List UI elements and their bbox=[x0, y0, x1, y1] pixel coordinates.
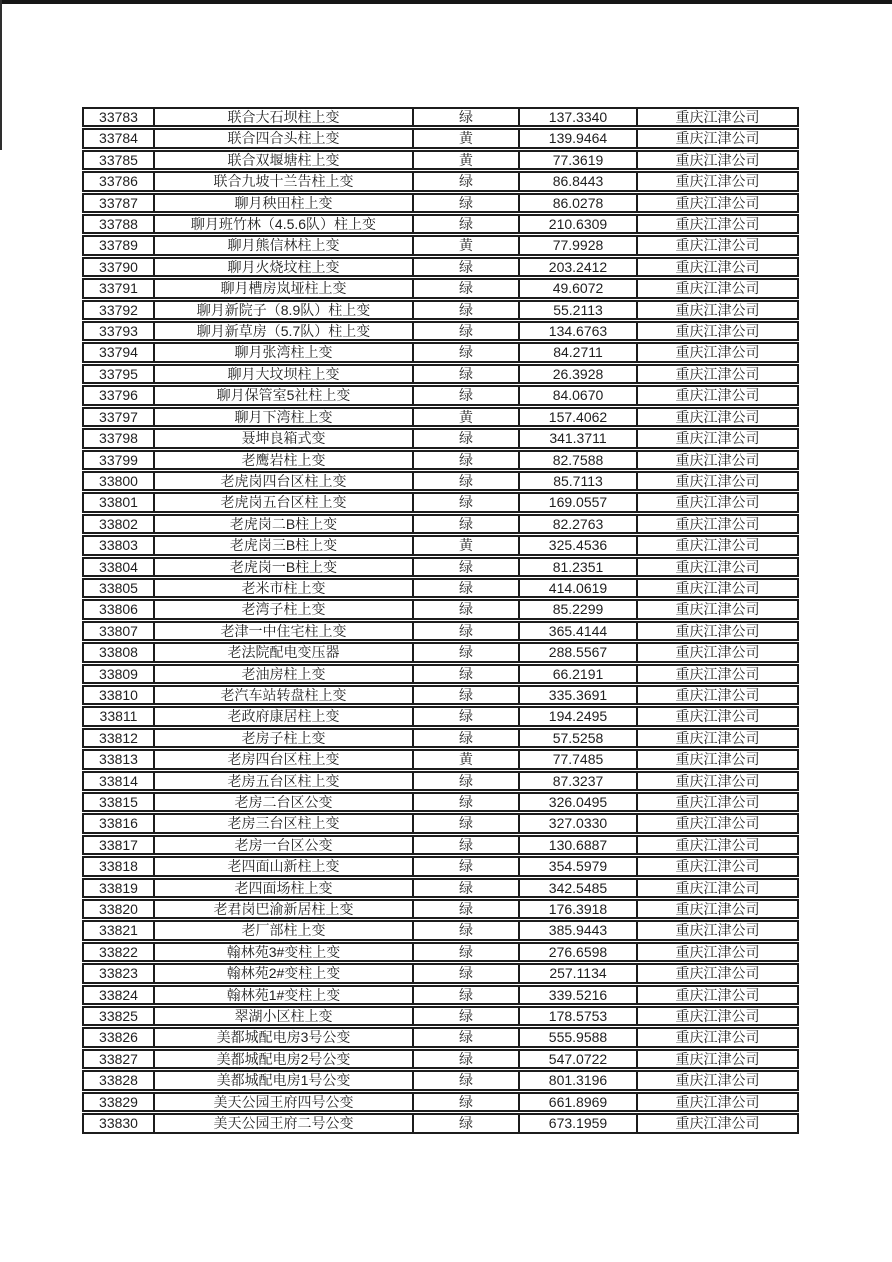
cell-load-value: 84.0670 bbox=[520, 385, 638, 405]
cell-name: 联合双堰塘柱上变 bbox=[155, 150, 414, 170]
cell-load-value: 176.3918 bbox=[520, 899, 638, 919]
cell-load-value: 178.5753 bbox=[520, 1006, 638, 1026]
cell-company: 重庆江津公司 bbox=[638, 599, 799, 619]
cell-company: 重庆江津公司 bbox=[638, 728, 799, 748]
cell-id: 33803 bbox=[82, 535, 155, 555]
cell-status: 绿 bbox=[414, 985, 520, 1005]
cell-status: 绿 bbox=[414, 813, 520, 833]
cell-id: 33811 bbox=[82, 706, 155, 726]
cell-company: 重庆江津公司 bbox=[638, 578, 799, 598]
cell-company: 重庆江津公司 bbox=[638, 1049, 799, 1069]
cell-name: 聊月秧田柱上变 bbox=[155, 193, 414, 213]
cell-status: 绿 bbox=[414, 792, 520, 812]
cell-id: 33815 bbox=[82, 792, 155, 812]
cell-company: 重庆江津公司 bbox=[638, 899, 799, 919]
cell-load-value: 82.7588 bbox=[520, 450, 638, 470]
cell-id: 33825 bbox=[82, 1006, 155, 1026]
cell-status: 绿 bbox=[414, 685, 520, 705]
cell-name: 老鹰岩柱上变 bbox=[155, 450, 414, 470]
cell-status: 绿 bbox=[414, 300, 520, 320]
cell-load-value: 194.2495 bbox=[520, 706, 638, 726]
cell-load-value: 335.3691 bbox=[520, 685, 638, 705]
table-row bbox=[82, 899, 799, 919]
cell-company: 重庆江津公司 bbox=[638, 985, 799, 1005]
cell-id: 33807 bbox=[82, 621, 155, 641]
cell-id: 33808 bbox=[82, 642, 155, 662]
cell-name: 老四面场柱上变 bbox=[155, 878, 414, 898]
cell-status: 绿 bbox=[414, 364, 520, 384]
cell-load-value: 157.4062 bbox=[520, 407, 638, 427]
cell-company: 重庆江津公司 bbox=[638, 407, 799, 427]
cell-status: 绿 bbox=[414, 771, 520, 791]
cell-load-value: 169.0557 bbox=[520, 492, 638, 512]
cell-load-value: 385.9443 bbox=[520, 920, 638, 940]
table-row bbox=[82, 685, 799, 705]
cell-name: 聊月火烧坟柱上变 bbox=[155, 257, 414, 277]
cell-load-value: 55.2113 bbox=[520, 300, 638, 320]
cell-company: 重庆江津公司 bbox=[638, 107, 799, 127]
cell-name: 老四面山新柱上变 bbox=[155, 856, 414, 876]
table-row bbox=[82, 664, 799, 684]
scan-left-edge-mark bbox=[0, 0, 2, 150]
cell-name: 老虎岗四台区柱上变 bbox=[155, 471, 414, 491]
cell-name: 聊月下湾柱上变 bbox=[155, 407, 414, 427]
cell-load-value: 57.5258 bbox=[520, 728, 638, 748]
cell-load-value: 77.7485 bbox=[520, 749, 638, 769]
cell-id: 33789 bbox=[82, 235, 155, 255]
cell-status: 绿 bbox=[414, 557, 520, 577]
cell-status: 绿 bbox=[414, 621, 520, 641]
cell-load-value: 85.7113 bbox=[520, 471, 638, 491]
cell-status: 绿 bbox=[414, 578, 520, 598]
table-row bbox=[82, 214, 799, 234]
table-row bbox=[82, 920, 799, 940]
cell-status: 黄 bbox=[414, 150, 520, 170]
cell-name: 老房四台区柱上变 bbox=[155, 749, 414, 769]
cell-company: 重庆江津公司 bbox=[638, 685, 799, 705]
cell-name: 聊月新草房（5.7队）柱上变 bbox=[155, 321, 414, 341]
cell-company: 重庆江津公司 bbox=[638, 664, 799, 684]
cell-status: 绿 bbox=[414, 214, 520, 234]
table-row bbox=[82, 235, 799, 255]
cell-load-value: 134.6763 bbox=[520, 321, 638, 341]
cell-load-value: 77.3619 bbox=[520, 150, 638, 170]
cell-load-value: 86.0278 bbox=[520, 193, 638, 213]
cell-company: 重庆江津公司 bbox=[638, 942, 799, 962]
cell-name: 聊月槽房岚垭柱上变 bbox=[155, 278, 414, 298]
cell-company: 重庆江津公司 bbox=[638, 514, 799, 534]
cell-id: 33819 bbox=[82, 878, 155, 898]
table-row bbox=[82, 1070, 799, 1090]
cell-company: 重庆江津公司 bbox=[638, 214, 799, 234]
cell-company: 重庆江津公司 bbox=[638, 300, 799, 320]
cell-status: 绿 bbox=[414, 1113, 520, 1133]
cell-status: 黄 bbox=[414, 535, 520, 555]
cell-company: 重庆江津公司 bbox=[638, 1006, 799, 1026]
cell-load-value: 327.0330 bbox=[520, 813, 638, 833]
cell-name: 聂坤良箱式变 bbox=[155, 428, 414, 448]
cell-load-value: 84.2711 bbox=[520, 342, 638, 362]
table-row bbox=[82, 578, 799, 598]
cell-company: 重庆江津公司 bbox=[638, 128, 799, 148]
cell-load-value: 137.3340 bbox=[520, 107, 638, 127]
cell-load-value: 547.0722 bbox=[520, 1049, 638, 1069]
cell-load-value: 26.3928 bbox=[520, 364, 638, 384]
cell-name: 老虎岗五台区柱上变 bbox=[155, 492, 414, 512]
cell-status: 绿 bbox=[414, 342, 520, 362]
cell-status: 绿 bbox=[414, 1049, 520, 1069]
cell-id: 33830 bbox=[82, 1113, 155, 1133]
cell-id: 33814 bbox=[82, 771, 155, 791]
cell-company: 重庆江津公司 bbox=[638, 471, 799, 491]
cell-name: 老虎岗三B柱上变 bbox=[155, 535, 414, 555]
cell-status: 黄 bbox=[414, 128, 520, 148]
cell-status: 绿 bbox=[414, 1027, 520, 1047]
table-row bbox=[82, 450, 799, 470]
cell-load-value: 257.1134 bbox=[520, 963, 638, 983]
table-row bbox=[82, 985, 799, 1005]
table-row bbox=[82, 706, 799, 726]
cell-id: 33816 bbox=[82, 813, 155, 833]
cell-name: 老虎岗二B柱上变 bbox=[155, 514, 414, 534]
cell-name: 聊月大坟坝柱上变 bbox=[155, 364, 414, 384]
cell-id: 33813 bbox=[82, 749, 155, 769]
table-row bbox=[82, 642, 799, 662]
cell-load-value: 288.5567 bbox=[520, 642, 638, 662]
cell-id: 33809 bbox=[82, 664, 155, 684]
cell-id: 33800 bbox=[82, 471, 155, 491]
cell-company: 重庆江津公司 bbox=[638, 963, 799, 983]
cell-name: 翰林苑3#变柱上变 bbox=[155, 942, 414, 962]
cell-id: 33812 bbox=[82, 728, 155, 748]
cell-id: 33793 bbox=[82, 321, 155, 341]
cell-id: 33799 bbox=[82, 450, 155, 470]
cell-id: 33791 bbox=[82, 278, 155, 298]
cell-status: 绿 bbox=[414, 492, 520, 512]
cell-status: 绿 bbox=[414, 599, 520, 619]
cell-id: 33801 bbox=[82, 492, 155, 512]
cell-company: 重庆江津公司 bbox=[638, 1113, 799, 1133]
cell-name: 聊月熊信林柱上变 bbox=[155, 235, 414, 255]
cell-name: 美都城配电房2号公变 bbox=[155, 1049, 414, 1069]
table-row bbox=[82, 364, 799, 384]
cell-name: 老君岗巴渝新居柱上变 bbox=[155, 899, 414, 919]
cell-status: 绿 bbox=[414, 514, 520, 534]
cell-status: 绿 bbox=[414, 193, 520, 213]
table-row bbox=[82, 599, 799, 619]
cell-id: 33804 bbox=[82, 557, 155, 577]
table-row bbox=[82, 150, 799, 170]
cell-company: 重庆江津公司 bbox=[638, 1027, 799, 1047]
cell-id: 33818 bbox=[82, 856, 155, 876]
cell-load-value: 86.8443 bbox=[520, 171, 638, 191]
cell-load-value: 801.3196 bbox=[520, 1070, 638, 1090]
cell-load-value: 77.9928 bbox=[520, 235, 638, 255]
table-row bbox=[82, 1006, 799, 1026]
table-row bbox=[82, 1113, 799, 1133]
table-row bbox=[82, 792, 799, 812]
cell-id: 33827 bbox=[82, 1049, 155, 1069]
cell-status: 绿 bbox=[414, 920, 520, 940]
cell-name: 老房一台区公变 bbox=[155, 835, 414, 855]
cell-company: 重庆江津公司 bbox=[638, 321, 799, 341]
cell-id: 33828 bbox=[82, 1070, 155, 1090]
cell-company: 重庆江津公司 bbox=[638, 450, 799, 470]
table-row bbox=[82, 1027, 799, 1047]
cell-name: 聊月班竹林（4.5.6队）柱上变 bbox=[155, 214, 414, 234]
table-row bbox=[82, 728, 799, 748]
cell-id: 33795 bbox=[82, 364, 155, 384]
cell-status: 绿 bbox=[414, 856, 520, 876]
cell-name: 美都城配电房3号公变 bbox=[155, 1027, 414, 1047]
cell-load-value: 673.1959 bbox=[520, 1113, 638, 1133]
cell-id: 33798 bbox=[82, 428, 155, 448]
table-row bbox=[82, 1092, 799, 1112]
cell-name: 老米市柱上变 bbox=[155, 578, 414, 598]
cell-company: 重庆江津公司 bbox=[638, 1070, 799, 1090]
cell-name: 聊月新院子（8.9队）柱上变 bbox=[155, 300, 414, 320]
cell-company: 重庆江津公司 bbox=[638, 557, 799, 577]
cell-status: 绿 bbox=[414, 1070, 520, 1090]
cell-load-value: 49.6072 bbox=[520, 278, 638, 298]
cell-company: 重庆江津公司 bbox=[638, 171, 799, 191]
cell-company: 重庆江津公司 bbox=[638, 492, 799, 512]
cell-company: 重庆江津公司 bbox=[638, 1092, 799, 1112]
cell-load-value: 661.8969 bbox=[520, 1092, 638, 1112]
cell-name: 联合大石坝柱上变 bbox=[155, 107, 414, 127]
cell-load-value: 81.2351 bbox=[520, 557, 638, 577]
cell-status: 绿 bbox=[414, 1092, 520, 1112]
table-row bbox=[82, 278, 799, 298]
cell-status: 绿 bbox=[414, 899, 520, 919]
table-row bbox=[82, 963, 799, 983]
table-row bbox=[82, 385, 799, 405]
table-row bbox=[82, 171, 799, 191]
table-row bbox=[82, 300, 799, 320]
cell-name: 聊月保管室5社柱上变 bbox=[155, 385, 414, 405]
cell-status: 绿 bbox=[414, 835, 520, 855]
cell-id: 33786 bbox=[82, 171, 155, 191]
cell-status: 绿 bbox=[414, 107, 520, 127]
cell-status: 绿 bbox=[414, 642, 520, 662]
table-row bbox=[82, 471, 799, 491]
cell-id: 33802 bbox=[82, 514, 155, 534]
cell-load-value: 85.2299 bbox=[520, 599, 638, 619]
cell-name: 老湾子柱上变 bbox=[155, 599, 414, 619]
cell-id: 33817 bbox=[82, 835, 155, 855]
cell-load-value: 354.5979 bbox=[520, 856, 638, 876]
cell-status: 绿 bbox=[414, 728, 520, 748]
cell-id: 33785 bbox=[82, 150, 155, 170]
cell-status: 黄 bbox=[414, 235, 520, 255]
cell-load-value: 139.9464 bbox=[520, 128, 638, 148]
cell-company: 重庆江津公司 bbox=[638, 385, 799, 405]
table-row bbox=[82, 193, 799, 213]
table-row bbox=[82, 557, 799, 577]
cell-name: 翰林苑1#变柱上变 bbox=[155, 985, 414, 1005]
cell-load-value: 326.0495 bbox=[520, 792, 638, 812]
cell-status: 绿 bbox=[414, 963, 520, 983]
cell-load-value: 82.2763 bbox=[520, 514, 638, 534]
cell-company: 重庆江津公司 bbox=[638, 706, 799, 726]
cell-name: 老津一中住宅柱上变 bbox=[155, 621, 414, 641]
cell-name: 联合四合头柱上变 bbox=[155, 128, 414, 148]
cell-id: 33806 bbox=[82, 599, 155, 619]
cell-status: 绿 bbox=[414, 450, 520, 470]
cell-load-value: 342.5485 bbox=[520, 878, 638, 898]
cell-name: 联合九坡十兰告柱上变 bbox=[155, 171, 414, 191]
cell-status: 绿 bbox=[414, 942, 520, 962]
cell-load-value: 555.9588 bbox=[520, 1027, 638, 1047]
cell-company: 重庆江津公司 bbox=[638, 257, 799, 277]
cell-company: 重庆江津公司 bbox=[638, 535, 799, 555]
cell-load-value: 414.0619 bbox=[520, 578, 638, 598]
cell-id: 33824 bbox=[82, 985, 155, 1005]
cell-load-value: 341.3711 bbox=[520, 428, 638, 448]
cell-company: 重庆江津公司 bbox=[638, 428, 799, 448]
cell-load-value: 365.4144 bbox=[520, 621, 638, 641]
cell-company: 重庆江津公司 bbox=[638, 642, 799, 662]
cell-company: 重庆江津公司 bbox=[638, 878, 799, 898]
cell-id: 33810 bbox=[82, 685, 155, 705]
table-row bbox=[82, 835, 799, 855]
cell-name: 老厂部柱上变 bbox=[155, 920, 414, 940]
cell-name: 聊月张湾柱上变 bbox=[155, 342, 414, 362]
table-row bbox=[82, 942, 799, 962]
cell-name: 老油房柱上变 bbox=[155, 664, 414, 684]
cell-id: 33820 bbox=[82, 899, 155, 919]
cell-id: 33783 bbox=[82, 107, 155, 127]
cell-id: 33821 bbox=[82, 920, 155, 940]
table-row bbox=[82, 621, 799, 641]
cell-load-value: 339.5216 bbox=[520, 985, 638, 1005]
cell-status: 绿 bbox=[414, 471, 520, 491]
table-row bbox=[82, 257, 799, 277]
cell-status: 绿 bbox=[414, 171, 520, 191]
cell-name: 老房二台区公变 bbox=[155, 792, 414, 812]
cell-id: 33790 bbox=[82, 257, 155, 277]
transformer-table-body bbox=[82, 107, 799, 1134]
cell-name: 老汽车站转盘柱上变 bbox=[155, 685, 414, 705]
cell-status: 绿 bbox=[414, 385, 520, 405]
cell-id: 33826 bbox=[82, 1027, 155, 1047]
cell-company: 重庆江津公司 bbox=[638, 771, 799, 791]
cell-name: 老法院配电变压器 bbox=[155, 642, 414, 662]
table-row bbox=[82, 771, 799, 791]
cell-name: 美天公园王府二号公变 bbox=[155, 1113, 414, 1133]
cell-company: 重庆江津公司 bbox=[638, 278, 799, 298]
cell-id: 33788 bbox=[82, 214, 155, 234]
cell-name: 翠湖小区柱上变 bbox=[155, 1006, 414, 1026]
table-row bbox=[82, 428, 799, 448]
cell-company: 重庆江津公司 bbox=[638, 856, 799, 876]
cell-company: 重庆江津公司 bbox=[638, 150, 799, 170]
cell-id: 33796 bbox=[82, 385, 155, 405]
cell-status: 绿 bbox=[414, 278, 520, 298]
cell-id: 33823 bbox=[82, 963, 155, 983]
transformer-table bbox=[82, 106, 799, 1135]
cell-status: 绿 bbox=[414, 257, 520, 277]
cell-load-value: 203.2412 bbox=[520, 257, 638, 277]
cell-status: 绿 bbox=[414, 321, 520, 341]
cell-status: 绿 bbox=[414, 706, 520, 726]
cell-name: 老政府康居柱上变 bbox=[155, 706, 414, 726]
scan-top-bar bbox=[0, 0, 892, 4]
cell-id: 33787 bbox=[82, 193, 155, 213]
cell-load-value: 87.3237 bbox=[520, 771, 638, 791]
cell-load-value: 210.6309 bbox=[520, 214, 638, 234]
cell-id: 33797 bbox=[82, 407, 155, 427]
cell-status: 绿 bbox=[414, 428, 520, 448]
cell-company: 重庆江津公司 bbox=[638, 813, 799, 833]
table-row bbox=[82, 856, 799, 876]
table-row bbox=[82, 878, 799, 898]
table-row bbox=[82, 1049, 799, 1069]
cell-status: 绿 bbox=[414, 878, 520, 898]
cell-company: 重庆江津公司 bbox=[638, 342, 799, 362]
table-row bbox=[82, 535, 799, 555]
cell-name: 老房五台区柱上变 bbox=[155, 771, 414, 791]
cell-company: 重庆江津公司 bbox=[638, 621, 799, 641]
cell-id: 33829 bbox=[82, 1092, 155, 1112]
cell-status: 绿 bbox=[414, 1006, 520, 1026]
cell-company: 重庆江津公司 bbox=[638, 920, 799, 940]
cell-company: 重庆江津公司 bbox=[638, 364, 799, 384]
cell-company: 重庆江津公司 bbox=[638, 749, 799, 769]
cell-status: 黄 bbox=[414, 407, 520, 427]
cell-company: 重庆江津公司 bbox=[638, 193, 799, 213]
table-row bbox=[82, 492, 799, 512]
cell-id: 33805 bbox=[82, 578, 155, 598]
cell-status: 绿 bbox=[414, 664, 520, 684]
cell-load-value: 130.6887 bbox=[520, 835, 638, 855]
cell-name: 美天公园王府四号公变 bbox=[155, 1092, 414, 1112]
cell-name: 翰林苑2#变柱上变 bbox=[155, 963, 414, 983]
table-row bbox=[82, 514, 799, 534]
cell-status: 黄 bbox=[414, 749, 520, 769]
table-row bbox=[82, 107, 799, 127]
table-row bbox=[82, 128, 799, 148]
table-row bbox=[82, 321, 799, 341]
cell-name: 老房子柱上变 bbox=[155, 728, 414, 748]
cell-load-value: 66.2191 bbox=[520, 664, 638, 684]
cell-name: 老房三台区柱上变 bbox=[155, 813, 414, 833]
cell-name: 老虎岗一B柱上变 bbox=[155, 557, 414, 577]
table-row bbox=[82, 813, 799, 833]
cell-id: 33792 bbox=[82, 300, 155, 320]
cell-id: 33784 bbox=[82, 128, 155, 148]
cell-id: 33822 bbox=[82, 942, 155, 962]
table-row bbox=[82, 749, 799, 769]
cell-company: 重庆江津公司 bbox=[638, 792, 799, 812]
cell-load-value: 325.4536 bbox=[520, 535, 638, 555]
table-row bbox=[82, 407, 799, 427]
cell-company: 重庆江津公司 bbox=[638, 835, 799, 855]
table-row bbox=[82, 342, 799, 362]
cell-id: 33794 bbox=[82, 342, 155, 362]
cell-company: 重庆江津公司 bbox=[638, 235, 799, 255]
cell-name: 美都城配电房1号公变 bbox=[155, 1070, 414, 1090]
cell-load-value: 276.6598 bbox=[520, 942, 638, 962]
